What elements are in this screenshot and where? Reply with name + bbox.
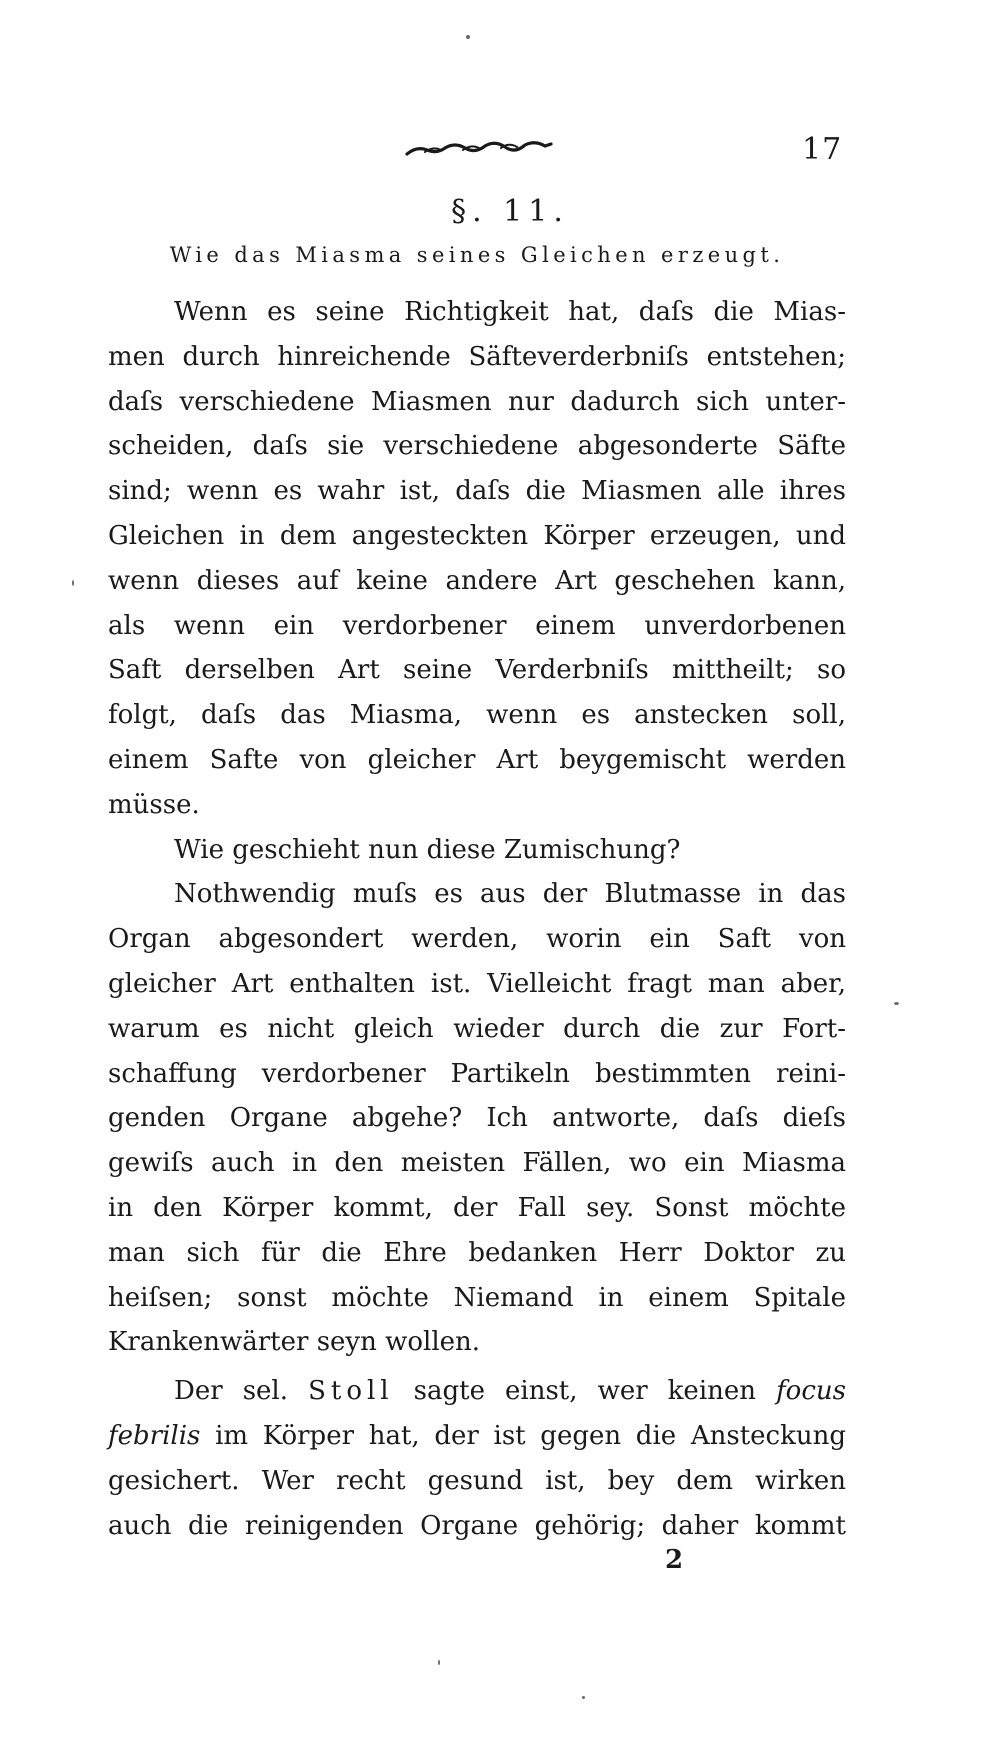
- page-number: 17: [802, 132, 843, 167]
- text-line: gewiſs auch in den meisten Fällen, wo ein Miasma: [108, 1148, 846, 1179]
- ink-speck: [438, 1660, 440, 1665]
- ink-speck: [894, 1002, 899, 1005]
- text-line: men durch hinreichende Säfteverderbniſs entstehen;: [108, 341, 846, 372]
- text-line: [108, 1414, 846, 1459]
- body-text: [108, 290, 846, 1548]
- text-line: [108, 1369, 846, 1414]
- text-line: wenn dieses auf keine andere Art geschehen kann,: [108, 565, 846, 596]
- text-line: Gleichen in dem angesteckten Körper erzeugen, und: [108, 520, 846, 551]
- ink-speck: [466, 35, 470, 39]
- text-line: auch die reinigenden Organe gehörig; daher kommt: [108, 1510, 846, 1541]
- text-line: heiſsen; sonst möchte Niemand in einem Spitale: [108, 1282, 846, 1313]
- text-line: einem Safte von gleicher Art beygemischt werden: [108, 744, 846, 775]
- latin-term: febrilis: [108, 1420, 201, 1451]
- text-line: folgt, daſs das Miasma, wenn es anstecken soll,: [108, 700, 846, 731]
- text-fragment: im Körper hat, der ist gegen die Ansteckung: [215, 1420, 846, 1451]
- text-line: Nothwendig muſs es aus der Blutmasse in das: [174, 879, 846, 910]
- wave-ornament-icon: [405, 138, 555, 160]
- text-line: genden Organe abgehe? Ich antworte, daſs dieſs: [108, 1103, 846, 1134]
- text-line: gesichert. Wer recht gesund ist, bey dem wirken: [108, 1465, 846, 1496]
- ink-speck: [582, 1696, 585, 1699]
- section-title: Wie das Miasma seines Gleichen erzeugt.: [169, 243, 785, 267]
- text-line: sind; wenn es wahr ist, daſs die Miasmen alle ihres: [108, 476, 846, 507]
- text-line: in den Körper kommt, der Fall sey. Sonst möchte: [108, 1192, 846, 1223]
- text-line: Organ abgesondert werden, worin ein Saft von: [108, 924, 846, 955]
- text-line: Saft derselben Art seine Verderbniſs mittheilt; so: [108, 655, 846, 686]
- text-line: als wenn ein verdorbener einem unverdorbenen: [108, 610, 846, 641]
- text-line: müsse.: [108, 789, 200, 820]
- text-line: scheiden, daſs sie verschiedene abgesonderte Säfte: [108, 431, 846, 462]
- text-line: schaffung verdorbener Partikeln bestimmten reini-: [108, 1058, 846, 1089]
- text-line: Krankenwärter seyn wollen.: [108, 1327, 481, 1358]
- text-line: Wie geschieht nun diese Zumischung?: [174, 834, 681, 865]
- signature-mark: 2: [665, 1545, 684, 1575]
- latin-term: focus: [776, 1376, 846, 1407]
- text-line: man sich für die Ehre bedanken Herr Doktor zu: [108, 1237, 846, 1268]
- text-fragment: Der sel.: [174, 1376, 289, 1407]
- text-line: warum es nicht gleich wieder durch die zur Fort-: [108, 1013, 846, 1044]
- text-line: Wenn es seine Richtigkeit hat, daſs die Mias-: [174, 297, 846, 327]
- text-line: daſs verschiedene Miasmen nur dadurch sich unter-: [108, 386, 846, 417]
- text-fragment: sagte einst, wer keinen: [413, 1376, 757, 1407]
- text-line: gleicher Art enthalten ist. Vielleicht fragt man aber,: [108, 968, 846, 999]
- author-name: Stoll: [308, 1376, 394, 1407]
- section-number: §. 11.: [451, 194, 569, 229]
- ink-speck: [72, 580, 74, 586]
